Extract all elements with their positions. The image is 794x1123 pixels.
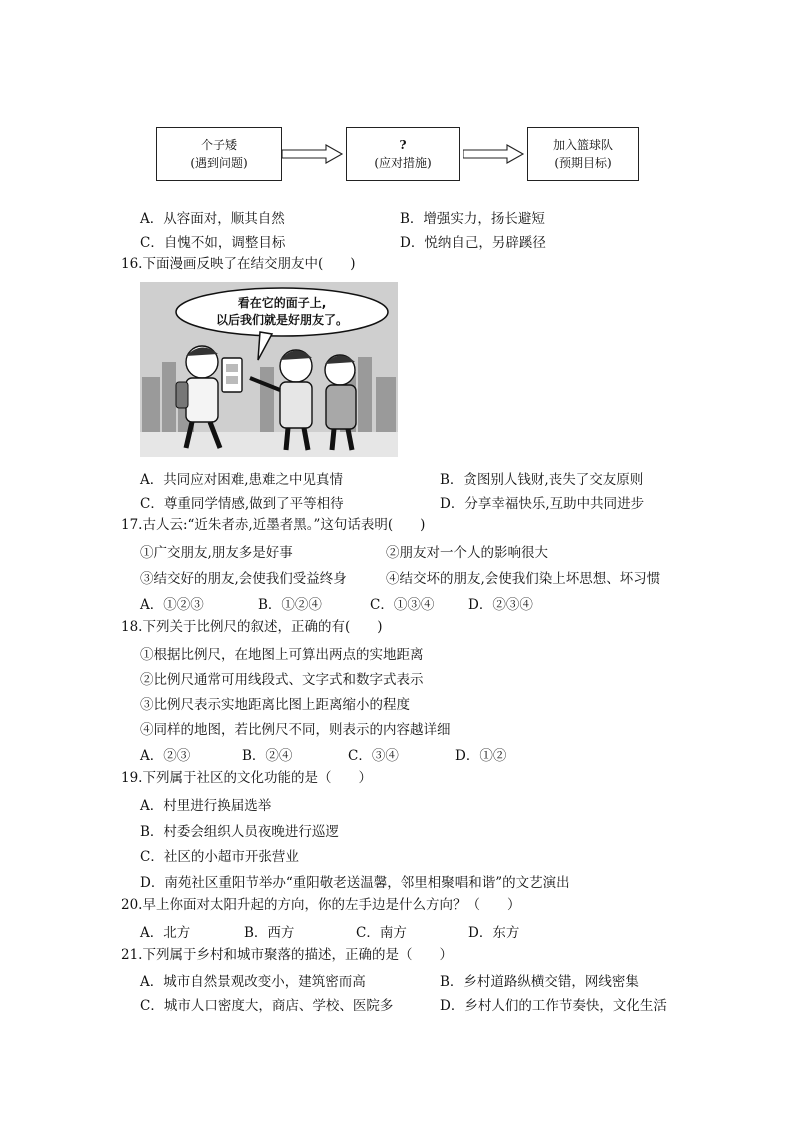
q17-item-3: ③结交好的朋友,会使我们受益终身: [140, 571, 347, 587]
q21-stem: 21.下列属于乡村和城市聚落的描述，正确的是（ ）: [121, 947, 453, 963]
q19-stem: 19.下列属于社区的文化功能的是（ ）: [121, 770, 372, 786]
flow-box-measure-title: ?: [399, 138, 407, 152]
flow-box-problem-sub: (遇到问题): [190, 156, 248, 170]
q21-option-b[interactable]: B．乡村道路纵横交错，网线密集: [440, 974, 639, 990]
q16-stem: 16.下面漫画反映了在结交朋友中( ): [121, 256, 356, 272]
q18-item-3: ③比例尺表示实地距离比图上距离缩小的程度: [140, 697, 410, 713]
flowchart: [156, 127, 640, 181]
q20-option-d[interactable]: D．东方: [468, 925, 520, 941]
flow-box-problem: [156, 127, 282, 181]
q20-option-b[interactable]: B．西方: [244, 925, 295, 941]
q19-option-b[interactable]: B．村委会组织人员夜晚进行巡逻: [140, 824, 339, 840]
q17-option-c[interactable]: C．①③④: [370, 597, 435, 613]
q18-stem: 18.下列关于比例尺的叙述，正确的有( ): [121, 619, 383, 635]
q21-option-a[interactable]: A．城市自然景观改变小，建筑密而高: [140, 974, 366, 990]
flow-box-measure-sub: (应对措施): [374, 156, 432, 170]
q15-option-c[interactable]: C．自愧不如，调整目标: [140, 235, 286, 251]
flow-arrow-1: [282, 144, 344, 164]
q17-item-2: ②朋友对一个人的影响很大: [386, 545, 548, 561]
flow-box-measure: [346, 127, 460, 181]
q18-option-b[interactable]: B．②④: [242, 748, 293, 764]
q20-option-a[interactable]: A．北方: [140, 925, 191, 941]
q18-option-a[interactable]: A．②③: [140, 748, 191, 764]
q19-option-c[interactable]: C．社区的小超市开张营业: [140, 849, 299, 865]
q16-option-c[interactable]: C．尊重同学情感,做到了平等相待: [140, 496, 344, 512]
q16-option-b[interactable]: B．贪图别人钱财,丧失了交友原则: [440, 472, 644, 488]
bubble-line-1: 看在它的面子上,: [237, 296, 327, 310]
flow-arrow-2: [463, 144, 525, 164]
q21-option-c[interactable]: C．城市人口密度大，商店、学校、医院多: [140, 998, 394, 1014]
q19-option-a[interactable]: A．村里进行换届选举: [140, 798, 272, 814]
q21-option-d[interactable]: D．乡村人们的工作节奏快，文化生活: [440, 998, 667, 1014]
q17-stem: 17.古人云:“近朱者赤,近墨者黑。”这句话表明( ): [121, 517, 426, 533]
q17-option-b[interactable]: B．①②④: [258, 597, 322, 613]
q18-item-2: ②比例尺通常可用线段式、文字式和数字式表示: [140, 672, 424, 688]
q18-item-4: ④同样的地图，若比例尺不同，则表示的内容越详细: [140, 722, 451, 738]
q15-option-a[interactable]: A．从容面对，顺其自然: [140, 211, 285, 227]
q16-option-a[interactable]: A．共同应对困难,患难之中见真情: [140, 472, 344, 488]
friendship-cartoon: [140, 282, 398, 457]
flow-box-goal-title: 加入篮球队: [552, 138, 613, 152]
q19-option-d[interactable]: D．南苑社区重阳节举办“重阳敬老送温馨，邻里相聚唱和谐”的文艺演出: [140, 875, 570, 891]
flow-box-goal: [527, 127, 639, 181]
q17-option-a[interactable]: A．①②③: [140, 597, 204, 613]
q18-option-d[interactable]: D．①②: [455, 748, 507, 764]
q17-item-1: ①广交朋友,朋友多是好事: [140, 545, 293, 561]
q15-option-b[interactable]: B．增强实力，扬长避短: [400, 211, 545, 227]
q17-item-4: ④结交坏的朋友,会使我们染上坏思想、坏习惯: [386, 571, 661, 587]
bubble-line-2: 以后我们就是好朋友了。: [215, 313, 349, 327]
q16-option-d[interactable]: D．分享幸福快乐,互助中共同进步: [440, 496, 645, 512]
q20-stem: 20.早上你面对太阳升起的方向，你的左手边是什么方向？（ ）: [121, 897, 521, 913]
q18-option-c[interactable]: C．③④: [348, 748, 399, 764]
q17-option-d[interactable]: D．②③④: [468, 597, 533, 613]
q20-option-c[interactable]: C．南方: [356, 925, 407, 941]
flow-box-goal-sub: (预期目标): [554, 156, 612, 170]
q18-item-1: ①根据比例尺，在地图上可算出两点的实地距离: [140, 647, 424, 663]
q15-option-d[interactable]: D．悦纳自己，另辟蹊径: [400, 235, 546, 251]
flow-box-problem-title: 个子矮: [200, 138, 237, 152]
